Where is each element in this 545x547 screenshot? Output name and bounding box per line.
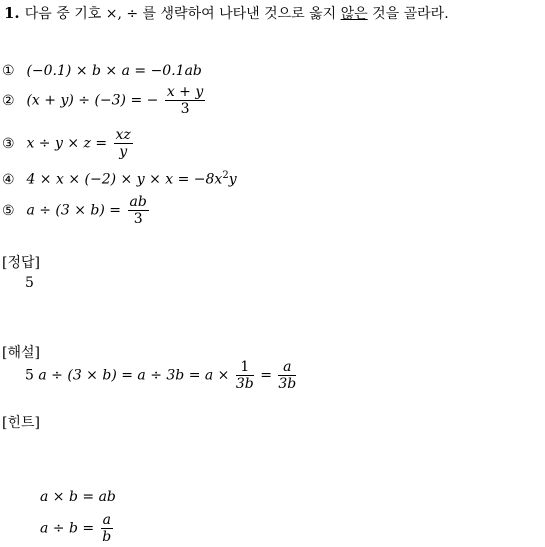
hint-line-2-denominator: b: [102, 529, 112, 545]
explanation-fraction-1-denominator: 3b: [235, 376, 254, 392]
option-4-expr-b: y: [228, 171, 237, 188]
option-3: [2, 127, 135, 160]
option-5-lhs: a ÷ (3 × b) =: [26, 202, 126, 219]
question-number: 1.: [4, 4, 20, 22]
explanation-expr: a ÷ (3 × b) = a ÷ 3b = a ×: [38, 367, 234, 384]
hint-line-2-fraction: [101, 512, 113, 545]
option-2: [2, 84, 207, 117]
option-2-lhs: (x + y) ÷ (−3) = −: [26, 92, 159, 109]
answer-value: 5: [25, 275, 34, 291]
hint-line-2-numerator: a: [102, 512, 111, 528]
option-2-fraction: [165, 84, 205, 117]
option-2-marker: ②: [2, 92, 15, 109]
question-text-before: 다음 중 기호 ×, ÷ 를 생략하여 나타낸 것으로 옳지: [24, 6, 341, 22]
explanation-label: [해설]: [2, 345, 40, 361]
question-text-underlined: 않은: [340, 6, 368, 22]
explanation-fraction-2-denominator: 3b: [278, 376, 297, 392]
question-text-after: 것을 골라라.: [367, 6, 449, 22]
option-3-numerator: xz: [115, 127, 131, 143]
explanation-fraction-2-numerator: a: [278, 359, 296, 376]
explanation-fraction-2: [278, 359, 296, 392]
explanation-fraction-1-numerator: 1: [236, 359, 254, 376]
explanation-expression: [25, 359, 298, 392]
option-5: [2, 194, 151, 227]
option-5-marker: ⑤: [2, 202, 15, 219]
option-2-numerator: x + y: [166, 84, 204, 100]
option-4-exponent: 2: [222, 170, 229, 181]
explanation-equals: =: [260, 367, 277, 384]
hint-line-1: a × b = ab: [40, 489, 116, 505]
option-1: [2, 63, 202, 79]
option-3-denominator: y: [119, 144, 128, 160]
explanation-prefix: 5: [25, 367, 34, 384]
option-4-marker: ④: [2, 171, 15, 188]
hint-line-2: [40, 512, 115, 545]
option-4-expr-a: 4 × x × (−2) × y × x = −8x: [26, 171, 223, 188]
option-3-marker: ③: [2, 135, 15, 152]
hint-line-2-lhs: a ÷ b =: [40, 520, 99, 537]
option-4: [2, 170, 237, 188]
option-2-denominator: 3: [180, 101, 190, 117]
option-3-fraction: [114, 127, 133, 160]
explanation-fraction-1: [236, 359, 254, 392]
option-5-denominator: 3: [133, 211, 143, 227]
option-5-fraction: [128, 194, 149, 227]
question-header: [4, 3, 449, 23]
option-1-expr: (−0.1) × b × a = −0.1ab: [26, 63, 202, 79]
option-3-lhs: x ÷ y × z =: [26, 135, 112, 152]
answer-label: [정답]: [2, 255, 40, 271]
option-1-marker: ①: [2, 63, 15, 79]
hint-label: [힌트]: [2, 415, 40, 431]
option-5-numerator: ab: [129, 194, 147, 210]
